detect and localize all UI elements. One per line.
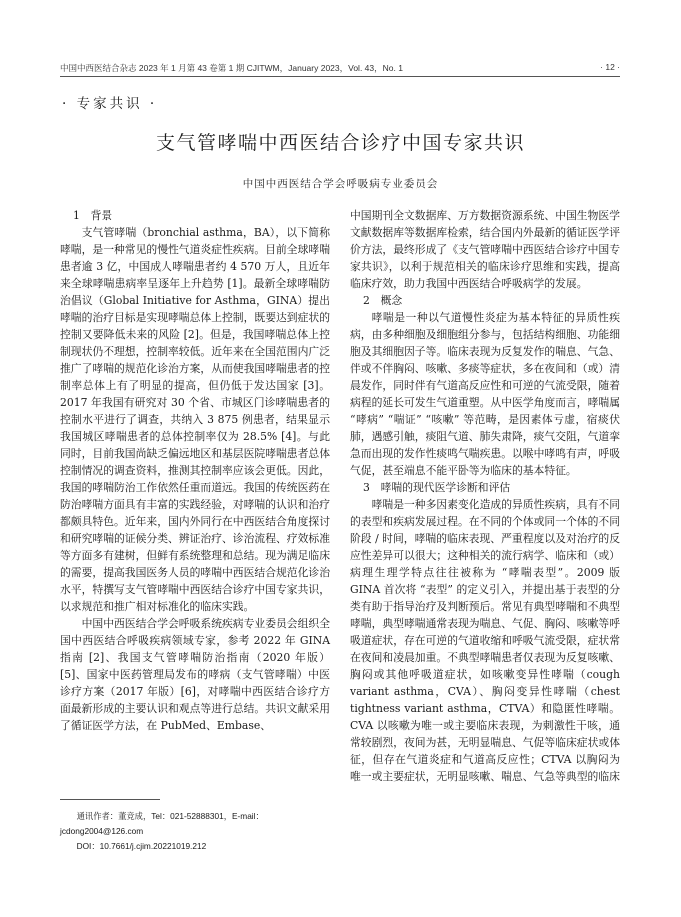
running-header <box>60 60 620 76</box>
article-authors: 中国中西医结合学会呼吸病专业委员会 <box>242 178 439 190</box>
paragraph: 支气管哮喘（bronchial asthma，BA），以下简称哮喘，是一种常见的慢性气道炎症性疾病。目前全球哮喘患者逾 3 亿，中国成人哮喘患者约 4 570 万人，且近年来全球哮喘患病率呈逐年上升趋势 [1]。最新全球哮喘防治倡议（Global Initiative for Asthma，GINA）提出哮喘的治疗目标是实现哮喘总体上控制，既要达到症状的控制又要降低未来的风险 [2]。但是，我国哮喘总体上控制现状仍不理想，控制率较低。近年来在全国范围内广泛推广了哮喘的规范化诊治方案，从而使我国哮喘患者的控制率总体上有了明显的提高，但仍低于发达国家 [3]。2017 年我国有研究对 30 个省、市城区门诊哮喘患者的控制水平进行了调查，共纳入 3 875 例患者，结果显示我国城区哮喘患者的总体控制率仅为 28.5% [4]。与此同时，目前我国尚缺乏偏远地区和基层医院哮喘患者总体控制情况的调查资料，推测其控制率应该会更低。因此，我国的哮喘防治工作依然任重而道远。我国的传统医药在防治哮喘方面具有丰富的实践经验，对哮喘的认识和治疗都颇具特色。近年来，国内外同行在中西医结合角度探讨和研究哮喘的证候分类、辨证治疗、诊治流程、疗效标准等方面多有建树，但鲜有系统整理和总结。现为满足临床的需要，提高我国医务人员的哮喘中西医结合规范化诊治水平，特撰写支气管哮喘中西医结合诊疗中国专家共识，以求规范和推广相对标准化的临床实践。 <box>60 226 330 613</box>
header-divider <box>60 76 620 77</box>
right-column <box>350 207 620 785</box>
section-heading-concept: 2 概念 <box>362 294 403 307</box>
section-heading-diagnosis: 3 哮喘的现代医学诊断和评估 <box>362 481 511 494</box>
paragraph-continued: 中国期刊全文数据库、万方数据资源系统、中国生物医学文献数据库等数据库检索，结合国内外最新的循证医学评价方法，最终形成了《支气管哮喘中西医结合诊疗中国专家共识》，以利于规范相关的临床诊疗思维和实践，提高临床疗效，助力我国中西医结合呼吸病学的发展。 <box>350 209 620 290</box>
doi-note: DOI：10.7661/j.cjim.20221019.212 <box>76 841 207 851</box>
footnote-divider <box>60 799 160 800</box>
paragraph: 哮喘是一种以气道慢性炎症为基本特征的异质性疾病，由多种细胞及细胞组分参与，包括结构细胞、功能细胞及其细胞因子等。临床表现为反复发作的喘息、气急、伴或不伴胸闷、咳嗽、多痰等症状，多在夜间和（或）清晨发作，同时伴有气道高反应性和可逆的气流受限，随着病程的延长可发生气道重塑。从中医学角度而言，哮喘属 “哮病” “喘证” “咳嗽” 等范畴，是因素体亏虚，宿痰伏肺，遇感引触，痰阻气道、肺失肃降，痰气交阻，气道挛急而出现的发作性痰鸣气喘疾患。以喉中哮鸣有声，呼吸气促，甚至端息不能平卧等为临床的基本特征。 <box>350 311 620 477</box>
left-column <box>60 207 330 734</box>
section-heading-background: 1 背景 <box>72 209 113 222</box>
journal-citation: 中国中西医结合杂志 2023 年 1 月第 43 卷第 1 期 CJITWM，January 2023，Vol. 43，No. 1 <box>60 63 403 73</box>
section-tag: · 专家共识 · <box>62 96 158 112</box>
paragraph: 哮喘是一种多因素变化造成的异质性疾病，具有不同的表型和疾病发展过程。在不同的个体或同一个体的不同阶段 / 时间，哮喘的临床表现、严重程度以及对治疗的反应性差异可以很大；这种相关的流行病学、临床和（或）病理生理学特点往往被称为 “哮喘表型”。2009 版 GINA 首次将 “表型” 的定义引入，并提出基于表型的分类有助于指导治疗及判断预后。常见有典型哮喘和不典型哮喘，典型哮喘通常表现为喘息、气促、胸闷、咳嗽等呼吸道症状，存在可逆的气道收缩和呼吸气流受限，症状常在夜间和凌晨加重。不典型哮喘患者仅表现为反复咳嗽、胸闷或其他呼吸道症状，如咳嗽变异性哮喘（cough variant asthma，CVA）、胸闷变异性哮喘（chest tightness variant asthma，CTVA）和隐匿性哮喘。CVA 以咳嗽为唯一或主要临床表现，为刺激性干咳，通常较剧烈，夜间为甚，无明显喘息、气促等临床症状或体征，但存在气道炎症和气道高反应性；CTVA 以胸闷为唯一或主要症状，无明显咳嗽、喘息、气急等典型的临床 <box>350 498 620 783</box>
paragraph: 中国中西医结合学会呼吸系统疾病专业委员会组织全国中西医结合呼吸疾病领域专家，参考 2022 年 GINA 指南 [2]、我国支气管哮喘防治指南（2020 年版）[5]、国家中医药管理局发布的哮病（支气管哮喘）中医诊疗方案（2017 年版）[6]，对哮喘中西医结合诊疗方面最新形成的主要认识和观点等进行总结。共识文献采用了循证医学方法，在 PubMed、Embase、 <box>60 617 330 732</box>
corresponding-author-note: 通讯作者：董竞成，Tel：021-52888301，E-mail：jcdong2004@126.com <box>60 811 264 836</box>
article-title: 支气管哮喘中西医结合诊疗中国专家共识 <box>155 132 525 154</box>
page-number: · 12 · <box>600 62 620 72</box>
